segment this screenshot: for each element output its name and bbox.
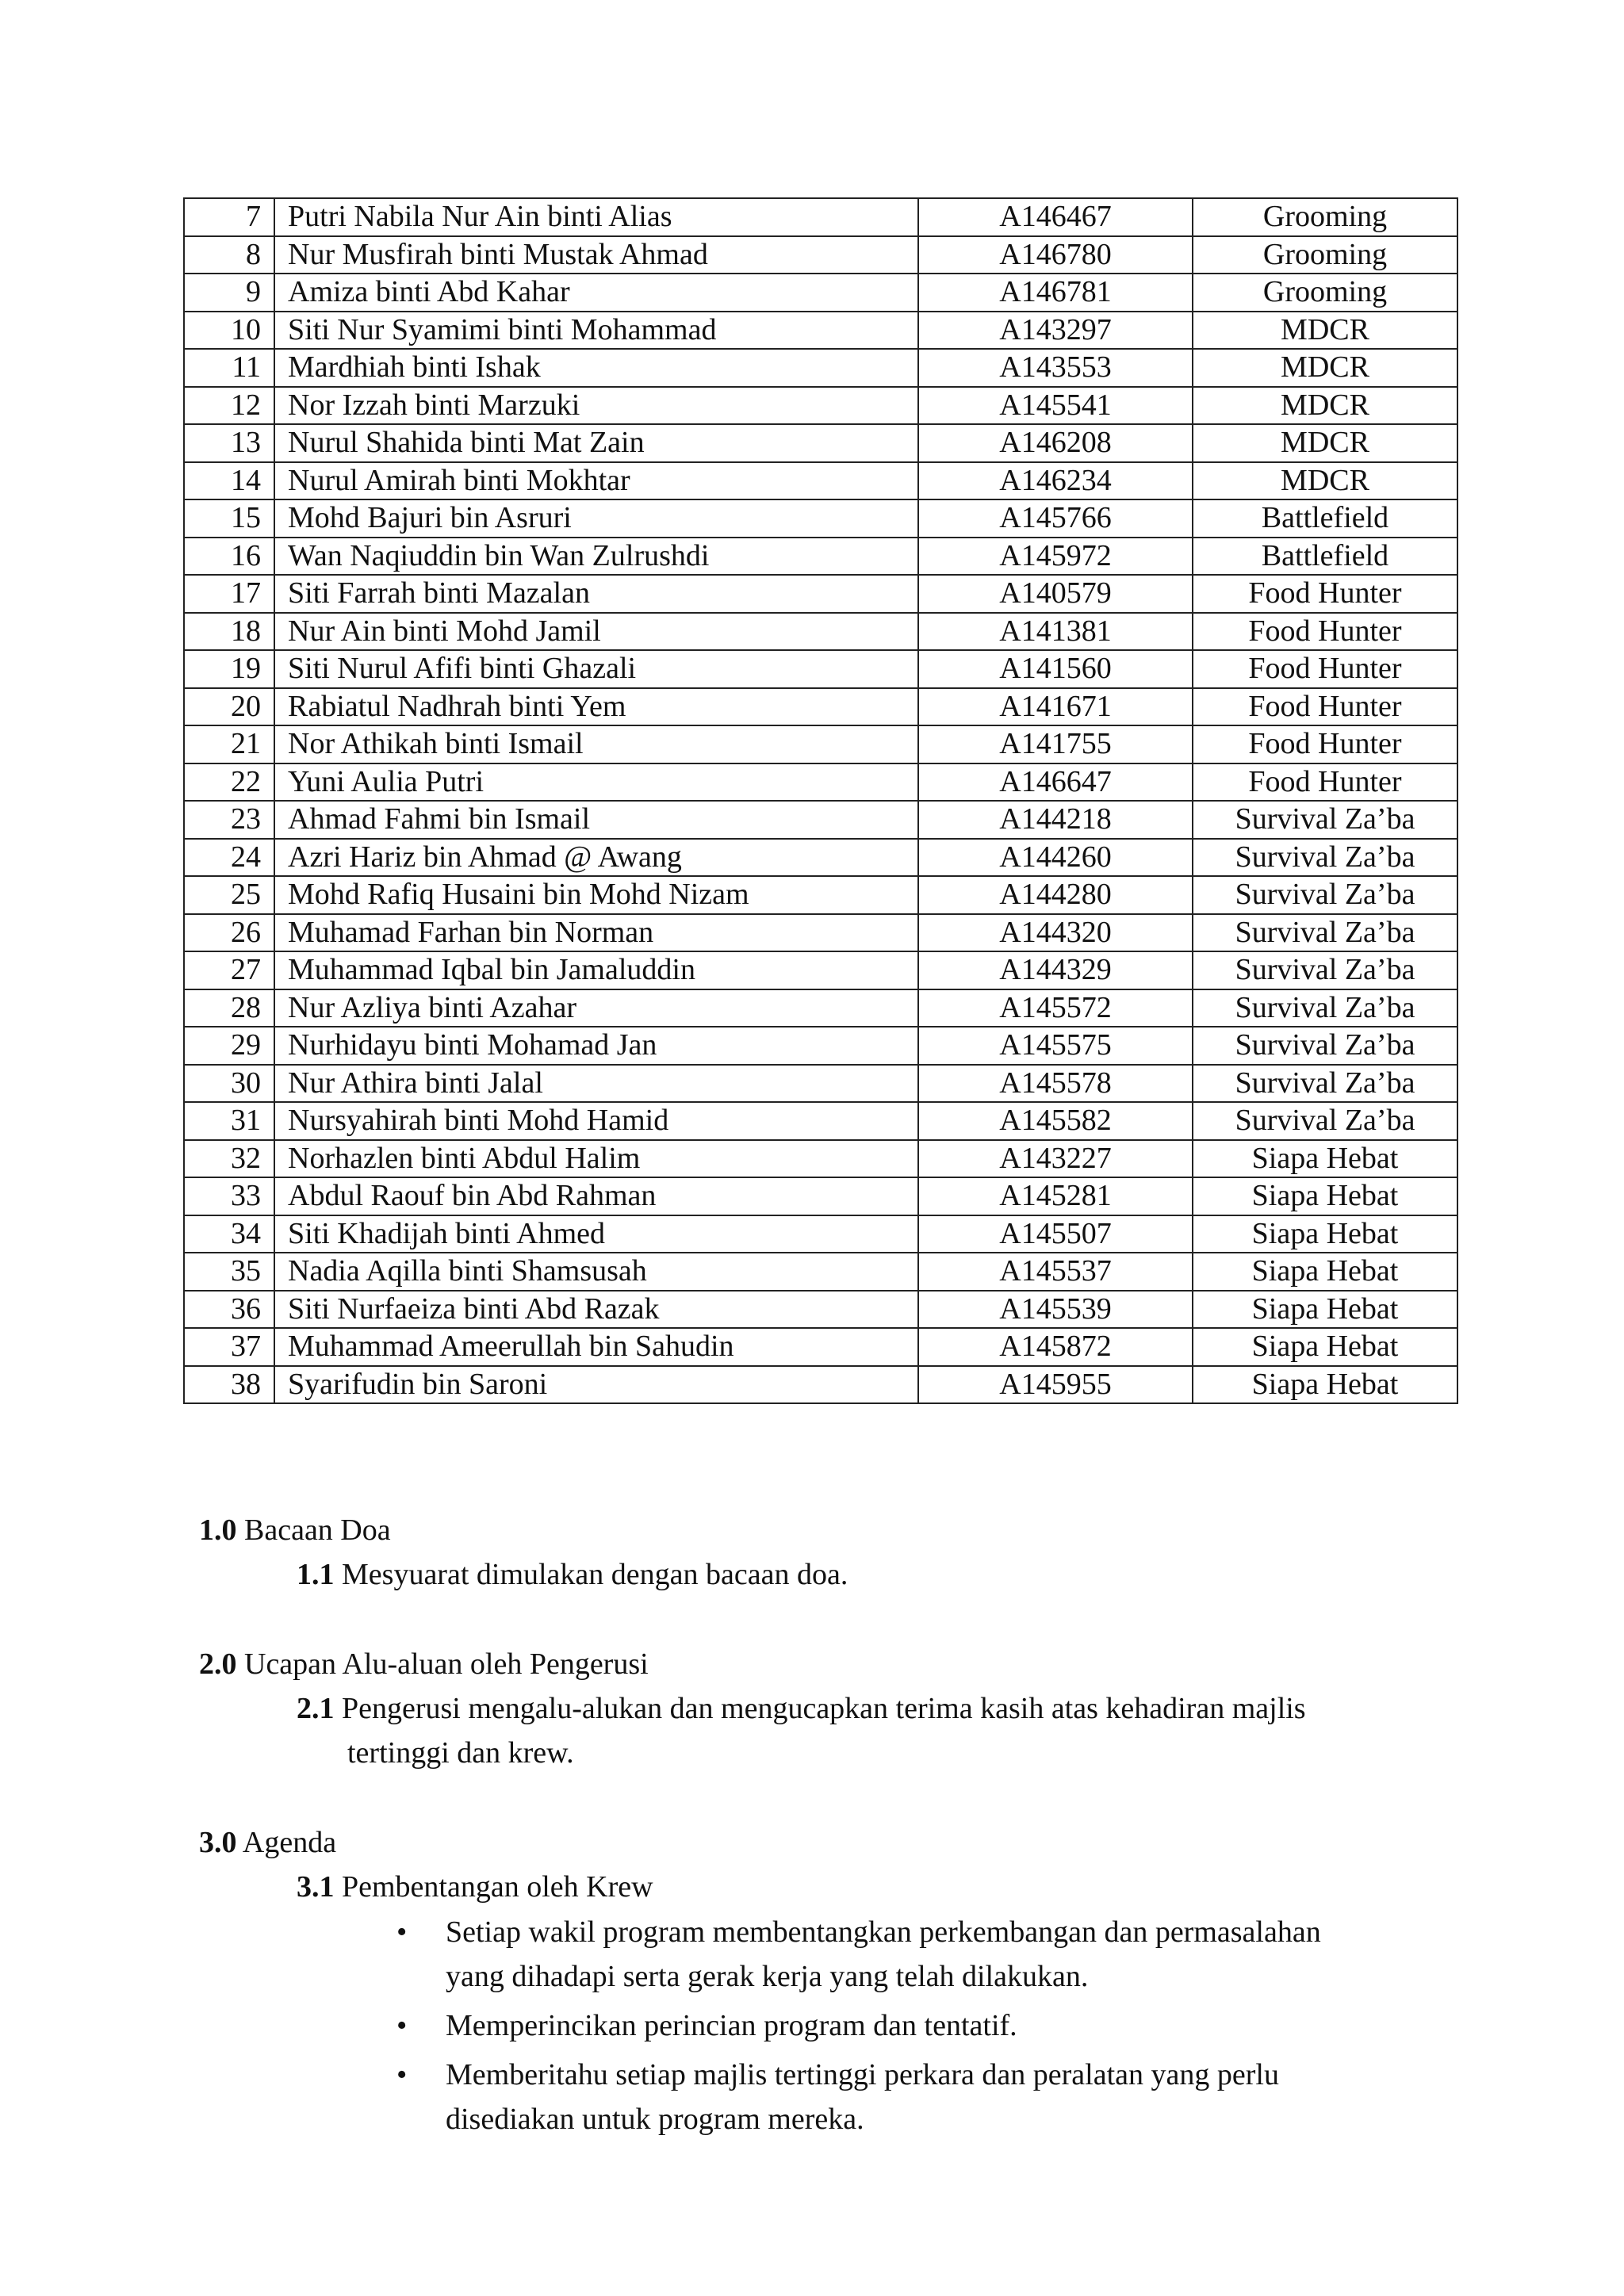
program-cell: Survival Za’ba: [1193, 951, 1457, 989]
matric-id-cell: A145872: [918, 1328, 1193, 1366]
section-2-1-number: 2.1: [297, 1692, 335, 1725]
table-row: [184, 499, 1457, 538]
section-1-heading: [199, 1508, 391, 1552]
member-name-cell: Norhazlen binti Abdul Halim: [274, 1140, 918, 1178]
matric-id-cell: A145541: [918, 387, 1193, 425]
member-name-cell: Nur Musfirah binti Mustak Ahmad: [274, 236, 918, 274]
matric-id-cell: A145578: [918, 1065, 1193, 1103]
row-number-cell: 26: [184, 914, 274, 952]
row-number-cell: 35: [184, 1253, 274, 1291]
row-number-cell: 32: [184, 1140, 274, 1178]
row-number-cell: 38: [184, 1366, 274, 1404]
member-name-cell: Ahmad Fahmi bin Ismail: [274, 801, 918, 839]
program-cell: Survival Za’ba: [1193, 1065, 1457, 1103]
member-name-cell: Muhammad Iqbal bin Jamaluddin: [274, 951, 918, 989]
member-name-cell: Muhammad Ameerullah bin Sahudin: [274, 1328, 918, 1366]
agenda-bullet-text: Memberitahu setiap majlis tertinggi perkara dan peralatan yang perlu: [446, 2058, 1279, 2091]
matric-id-cell: A145507: [918, 1215, 1193, 1253]
table-row: [184, 1027, 1457, 1065]
bullet-dot-icon: •: [396, 1915, 408, 1949]
member-name-cell: Amiza binti Abd Kahar: [274, 274, 918, 312]
program-cell: Survival Za’ba: [1193, 801, 1457, 839]
row-number-cell: 22: [184, 763, 274, 802]
program-cell: MDCR: [1193, 387, 1457, 425]
program-cell: Battlefield: [1193, 499, 1457, 538]
section-1-1-number: 1.1: [297, 1558, 335, 1591]
matric-id-cell: A146781: [918, 274, 1193, 312]
table-row: [184, 236, 1457, 274]
row-number-cell: 16: [184, 538, 274, 576]
section-3-1: [297, 1865, 1438, 1909]
matric-id-cell: A145281: [918, 1177, 1193, 1215]
agenda-bullet-list: [396, 1910, 1427, 2146]
program-cell: Food Hunter: [1193, 763, 1457, 802]
table-row: [184, 1366, 1457, 1404]
program-cell: Survival Za’ba: [1193, 839, 1457, 877]
program-cell: Survival Za’ba: [1193, 1102, 1457, 1140]
program-cell: Survival Za’ba: [1193, 1027, 1457, 1065]
row-number-cell: 21: [184, 725, 274, 763]
program-cell: Food Hunter: [1193, 688, 1457, 726]
program-cell: MDCR: [1193, 349, 1457, 387]
section-3-1-number: 3.1: [297, 1870, 335, 1904]
member-name-cell: Rabiatul Nadhrah binti Yem: [274, 688, 918, 726]
member-name-cell: Nurhidayu binti Mohamad Jan: [274, 1027, 918, 1065]
row-number-cell: 30: [184, 1065, 274, 1103]
program-cell: Siapa Hebat: [1193, 1215, 1457, 1253]
program-cell: Grooming: [1193, 274, 1457, 312]
section-2-heading: [199, 1642, 649, 1686]
section-2-number: 2.0: [199, 1647, 237, 1681]
matric-id-cell: A145575: [918, 1027, 1193, 1065]
row-number-cell: 11: [184, 349, 274, 387]
matric-id-cell: A141381: [918, 613, 1193, 651]
section-2-1-text-continued: tertinggi dan krew.: [347, 1736, 574, 1770]
matric-id-cell: A144329: [918, 951, 1193, 989]
member-name-cell: Muhamad Farhan bin Norman: [274, 914, 918, 952]
table-row: [184, 387, 1457, 425]
member-name-cell: Yuni Aulia Putri: [274, 763, 918, 802]
row-number-cell: 34: [184, 1215, 274, 1253]
table-row: [184, 1177, 1457, 1215]
member-name-cell: Siti Khadijah binti Ahmed: [274, 1215, 918, 1253]
table-row: [184, 424, 1457, 462]
member-name-cell: Mohd Rafiq Husaini bin Mohd Nizam: [274, 876, 918, 914]
table-row: [184, 312, 1457, 350]
program-cell: Battlefield: [1193, 538, 1457, 576]
row-number-cell: 18: [184, 613, 274, 651]
row-number-cell: 29: [184, 1027, 274, 1065]
agenda-bullet-item: [396, 2053, 1427, 2141]
table-row: [184, 198, 1457, 236]
member-name-cell: Nurul Amirah binti Mokhtar: [274, 462, 918, 500]
matric-id-cell: A144280: [918, 876, 1193, 914]
program-cell: Siapa Hebat: [1193, 1177, 1457, 1215]
row-number-cell: 20: [184, 688, 274, 726]
program-cell: Siapa Hebat: [1193, 1140, 1457, 1178]
bullet-dot-icon: •: [396, 2058, 408, 2091]
table-row: [184, 538, 1457, 576]
program-cell: Grooming: [1193, 198, 1457, 236]
matric-id-cell: A145582: [918, 1102, 1193, 1140]
program-cell: Survival Za’ba: [1193, 876, 1457, 914]
row-number-cell: 15: [184, 499, 274, 538]
row-number-cell: 31: [184, 1102, 274, 1140]
matric-id-cell: A146467: [918, 198, 1193, 236]
agenda-bullet-item: [396, 1910, 1427, 1999]
table-row: [184, 801, 1457, 839]
matric-id-cell: A141560: [918, 650, 1193, 688]
member-name-cell: Azri Hariz bin Ahmad @ Awang: [274, 839, 918, 877]
row-number-cell: 37: [184, 1328, 274, 1366]
section-2-title: Ucapan Alu-aluan oleh Pengerusi: [244, 1647, 649, 1681]
section-2-1-text: Pengerusi mengalu-alukan dan mengucapkan terima kasih atas kehadiran majlis: [342, 1692, 1306, 1725]
matric-id-cell: A143227: [918, 1140, 1193, 1178]
section-3-heading: [199, 1820, 336, 1865]
agenda-bullet-text-continued: yang dihadapi serta gerak kerja yang telah dilakukan.: [446, 1960, 1089, 1993]
table-row: [184, 1328, 1457, 1366]
row-number-cell: 33: [184, 1177, 274, 1215]
program-cell: Survival Za’ba: [1193, 914, 1457, 952]
section-1-1-text: Mesyuarat dimulakan dengan bacaan doa.: [342, 1558, 848, 1591]
row-number-cell: 10: [184, 312, 274, 350]
program-cell: MDCR: [1193, 462, 1457, 500]
table-row: [184, 650, 1457, 688]
program-cell: MDCR: [1193, 312, 1457, 350]
table-row: [184, 763, 1457, 802]
program-cell: Grooming: [1193, 236, 1457, 274]
member-name-cell: Syarifudin bin Saroni: [274, 1366, 918, 1404]
row-number-cell: 12: [184, 387, 274, 425]
table-row: [184, 876, 1457, 914]
member-name-cell: Siti Nur Syamimi binti Mohammad: [274, 312, 918, 350]
matric-id-cell: A145572: [918, 989, 1193, 1027]
table-row: [184, 1253, 1457, 1291]
table-row: [184, 349, 1457, 387]
table-row: [184, 1215, 1457, 1253]
row-number-cell: 19: [184, 650, 274, 688]
member-name-cell: Nor Izzah binti Marzuki: [274, 387, 918, 425]
agenda-bullet-text-continued: disediakan untuk program mereka.: [446, 2103, 864, 2136]
program-cell: MDCR: [1193, 424, 1457, 462]
member-name-cell: Wan Naqiuddin bin Wan Zulrushdi: [274, 538, 918, 576]
section-1-title: Bacaan Doa: [244, 1513, 391, 1547]
member-name-cell: Siti Nurfaeiza binti Abd Razak: [274, 1291, 918, 1329]
table-row: [184, 613, 1457, 651]
member-name-cell: Putri Nabila Nur Ain binti Alias: [274, 198, 918, 236]
matric-id-cell: A141671: [918, 688, 1193, 726]
table-row: [184, 1291, 1457, 1329]
matric-id-cell: A146647: [918, 763, 1193, 802]
agenda-bullet-item: [396, 2003, 1427, 2048]
program-cell: Food Hunter: [1193, 613, 1457, 651]
program-cell: Survival Za’ba: [1193, 989, 1457, 1027]
program-cell: Siapa Hebat: [1193, 1328, 1457, 1366]
member-name-cell: Mardhiah binti Ishak: [274, 349, 918, 387]
table-row: [184, 1102, 1457, 1140]
member-name-cell: Mohd Bajuri bin Asruri: [274, 499, 918, 538]
member-name-cell: Nur Azliya binti Azahar: [274, 989, 918, 1027]
table-row: [184, 462, 1457, 500]
section-3-1-text: Pembentangan oleh Krew: [342, 1870, 653, 1904]
matric-id-cell: A144260: [918, 839, 1193, 877]
section-3-title: Agenda: [242, 1826, 337, 1859]
section-1-number: 1.0: [199, 1513, 237, 1547]
matric-id-cell: A144218: [918, 801, 1193, 839]
program-cell: Siapa Hebat: [1193, 1253, 1457, 1291]
row-number-cell: 27: [184, 951, 274, 989]
table-row: [184, 951, 1457, 989]
member-name-cell: Siti Nurul Afifi binti Ghazali: [274, 650, 918, 688]
matric-id-cell: A145537: [918, 1253, 1193, 1291]
matric-id-cell: A140579: [918, 575, 1193, 613]
member-name-cell: Nur Ain binti Mohd Jamil: [274, 613, 918, 651]
matric-id-cell: A143553: [918, 349, 1193, 387]
table-row: [184, 274, 1457, 312]
table-row: [184, 1140, 1457, 1178]
row-number-cell: 25: [184, 876, 274, 914]
row-number-cell: 9: [184, 274, 274, 312]
row-number-cell: 24: [184, 839, 274, 877]
table-row: [184, 725, 1457, 763]
row-number-cell: 36: [184, 1291, 274, 1329]
matric-id-cell: A145539: [918, 1291, 1193, 1329]
member-name-cell: Nurul Shahida binti Mat Zain: [274, 424, 918, 462]
row-number-cell: 7: [184, 198, 274, 236]
section-3-number: 3.0: [199, 1826, 237, 1859]
table-row: [184, 575, 1457, 613]
section-1-1: [297, 1552, 1438, 1597]
matric-id-cell: A143297: [918, 312, 1193, 350]
row-number-cell: 14: [184, 462, 274, 500]
row-number-cell: 13: [184, 424, 274, 462]
matric-id-cell: A141755: [918, 725, 1193, 763]
agenda-bullet-text: Setiap wakil program membentangkan perkembangan dan permasalahan: [446, 1915, 1321, 1949]
bullet-dot-icon: •: [396, 2009, 408, 2042]
program-cell: Food Hunter: [1193, 725, 1457, 763]
row-number-cell: 8: [184, 236, 274, 274]
agenda-bullet-text: Memperincikan perincian program dan tentatif.: [446, 2009, 1017, 2042]
matric-id-cell: A145766: [918, 499, 1193, 538]
program-cell: Siapa Hebat: [1193, 1366, 1457, 1404]
program-cell: Food Hunter: [1193, 650, 1457, 688]
member-table-body: [184, 198, 1457, 1403]
row-number-cell: 23: [184, 801, 274, 839]
matric-id-cell: A146234: [918, 462, 1193, 500]
matric-id-cell: A146780: [918, 236, 1193, 274]
member-name-cell: Nur Athira binti Jalal: [274, 1065, 918, 1103]
member-name-cell: Nadia Aqilla binti Shamsusah: [274, 1253, 918, 1291]
table-row: [184, 989, 1457, 1027]
section-2-1: [297, 1686, 1438, 1775]
table-row: [184, 1065, 1457, 1103]
matric-id-cell: A145972: [918, 538, 1193, 576]
row-number-cell: 17: [184, 575, 274, 613]
program-cell: Food Hunter: [1193, 575, 1457, 613]
matric-id-cell: A144320: [918, 914, 1193, 952]
program-cell: Siapa Hebat: [1193, 1291, 1457, 1329]
table-row: [184, 914, 1457, 952]
row-number-cell: 28: [184, 989, 274, 1027]
table-row: [184, 688, 1457, 726]
matric-id-cell: A145955: [918, 1366, 1193, 1404]
table-row: [184, 839, 1457, 877]
member-name-cell: Siti Farrah binti Mazalan: [274, 575, 918, 613]
member-name-cell: Abdul Raouf bin Abd Rahman: [274, 1177, 918, 1215]
matric-id-cell: A146208: [918, 424, 1193, 462]
member-name-cell: Nursyahirah binti Mohd Hamid: [274, 1102, 918, 1140]
member-name-cell: Nor Athikah binti Ismail: [274, 725, 918, 763]
member-table: [183, 197, 1458, 1404]
